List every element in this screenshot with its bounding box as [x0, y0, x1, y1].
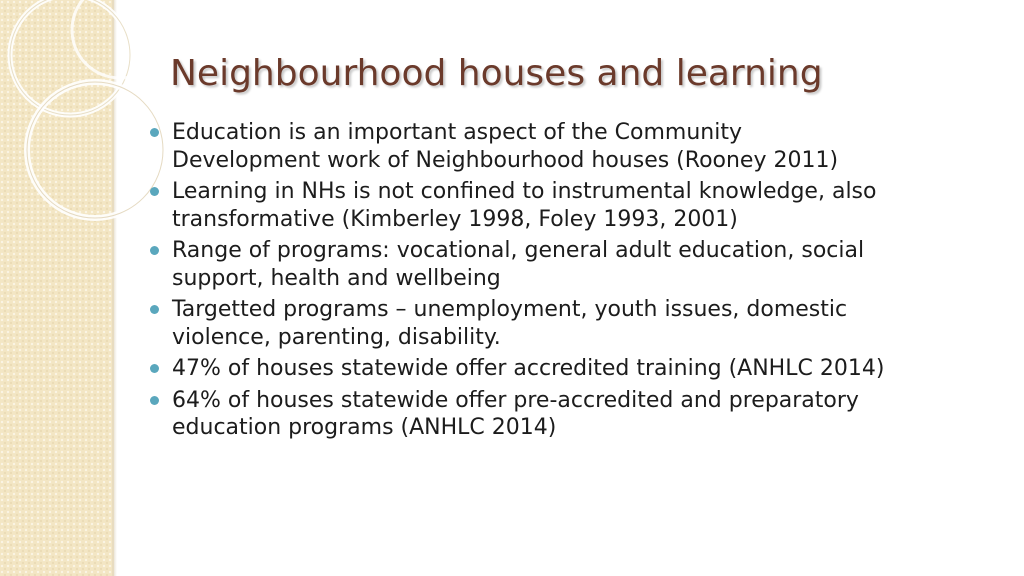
- bullet-text: Education is an important aspect of the Community Development work of Neighbourhood houses (Rooney 2011): [172, 120, 839, 173]
- bullet-marker-icon: [150, 187, 159, 196]
- bullet-list: [148, 119, 888, 446]
- bullet-item: [148, 119, 888, 174]
- bullet-marker-icon: [150, 364, 159, 373]
- bullet-text: 64% of houses statewide offer pre-accredited and preparatory education programs (ANHLC 2014): [172, 387, 859, 440]
- bullet-marker-icon: [150, 128, 159, 137]
- bullet-text: Targetted programs – unemployment, youth issues, domestic violence, parenting, disability.: [172, 297, 848, 350]
- bullet-item: [148, 355, 888, 383]
- bullet-text: Learning in NHs is not confined to instrumental knowledge, also transformative (Kimberley 1998, Foley 1993, 2001): [172, 179, 877, 232]
- bullet-marker-icon: [150, 396, 159, 405]
- bullet-item: [148, 237, 888, 292]
- bullet-marker-icon: [150, 246, 159, 255]
- bullet-text: 47% of houses statewide offer accredited training (ANHLC 2014): [172, 356, 885, 381]
- bullet-text: Range of programs: vocational, general adult education, social support, health and wellbeing: [172, 238, 865, 291]
- slide-title: Neighbourhood houses and learning: [170, 53, 823, 94]
- bullet-marker-icon: [150, 305, 159, 314]
- bullet-item: [148, 178, 888, 233]
- bullet-item: [148, 296, 888, 351]
- bullet-item: [148, 387, 888, 442]
